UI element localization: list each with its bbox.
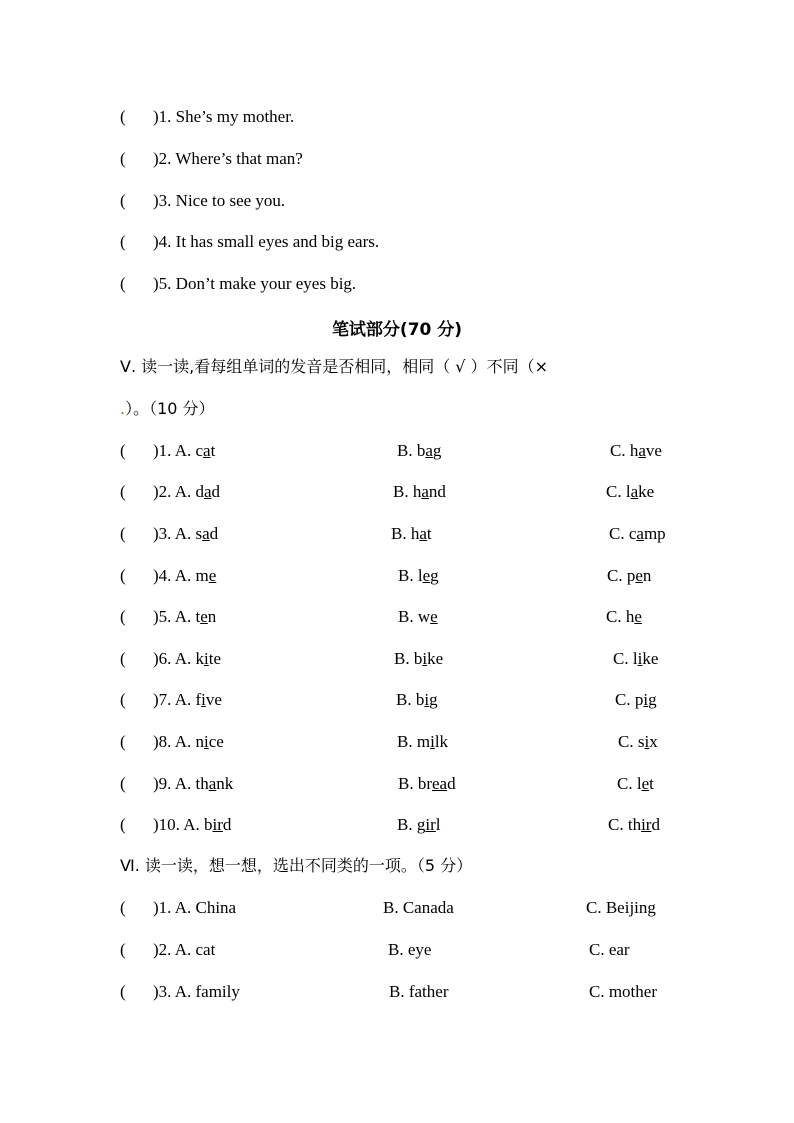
- word: let: [636, 774, 654, 793]
- option-c: C. third: [608, 815, 660, 834]
- option-b: B. girl: [397, 815, 441, 834]
- word: pig: [634, 690, 657, 709]
- option-b: B. milk: [397, 732, 449, 751]
- word: five: [195, 690, 222, 709]
- option-b: B. leg: [398, 566, 439, 585]
- written-section-title: 笔试部分(70 分): [331, 320, 463, 340]
- option-c: C. camp: [609, 524, 666, 543]
- option-c: C. six: [618, 732, 658, 751]
- phonics-item: [120, 649, 221, 669]
- listening-item-4: [120, 232, 379, 252]
- answer-blank[interactable]: (: [120, 524, 126, 543]
- option-b: B. hand: [393, 482, 446, 501]
- phonics-item: [120, 815, 231, 835]
- item-number: )4. A.: [153, 566, 196, 585]
- word: pen: [626, 566, 652, 585]
- item-number: )6. A.: [153, 649, 196, 668]
- phonics-item: [120, 774, 233, 794]
- answer-blank[interactable]: (: [120, 232, 126, 251]
- odd-one-out-item: [120, 982, 240, 1002]
- item-text: )2. Where’s that man?: [153, 149, 303, 168]
- option-c: C. lake: [606, 482, 655, 501]
- option-a: )2. A. cat: [153, 940, 216, 959]
- listening-item-5: [120, 274, 356, 294]
- phonics-item: [120, 607, 216, 627]
- item-text: )5. Don’t make your eyes big.: [153, 274, 357, 293]
- option-c: C. have: [610, 441, 662, 460]
- option-b: B. bike: [394, 649, 444, 668]
- word: bike: [413, 649, 444, 668]
- phonics-item: [120, 524, 218, 544]
- word: six: [637, 732, 658, 751]
- answer-blank[interactable]: (: [120, 732, 126, 751]
- answer-blank[interactable]: (: [120, 149, 126, 168]
- heading-dot: .: [120, 399, 126, 418]
- phonics-item: [120, 690, 222, 710]
- option-a: )3. A. family: [153, 982, 240, 1001]
- option-c: C. pig: [615, 690, 657, 709]
- phonics-item: [120, 566, 216, 586]
- item-number: )8. A.: [153, 732, 196, 751]
- answer-blank[interactable]: (: [120, 107, 126, 126]
- answer-blank[interactable]: (: [120, 566, 126, 585]
- item-number: )7. A.: [153, 690, 196, 709]
- option-b: B. Canada: [383, 898, 454, 917]
- answer-blank[interactable]: (: [120, 690, 126, 709]
- word: dad: [195, 482, 221, 501]
- option-b: B. big: [396, 690, 438, 709]
- word: sad: [195, 524, 219, 543]
- word: thank: [195, 774, 234, 793]
- word: big: [415, 690, 438, 709]
- item-number: )9. A.: [153, 774, 196, 793]
- option-c: C. let: [617, 774, 654, 793]
- option-c: C. he: [606, 607, 642, 626]
- item-number: )3. A.: [153, 524, 196, 543]
- phonics-item: [120, 732, 224, 752]
- answer-blank[interactable]: (: [120, 274, 126, 293]
- word: bird: [204, 815, 232, 834]
- option-c: C. mother: [589, 982, 657, 1001]
- word: have: [629, 441, 662, 460]
- answer-blank[interactable]: (: [120, 607, 126, 626]
- word: me: [195, 566, 217, 585]
- item-number: )2. A.: [153, 482, 196, 501]
- word: ten: [195, 607, 217, 626]
- listening-item-3: [120, 191, 285, 211]
- option-b: B. hat: [391, 524, 432, 543]
- phonics-item: [120, 441, 215, 461]
- section5-heading: Ⅴ. 读一读,看每组单词的发音是否相同，相同（ √ ）不同（×: [120, 357, 548, 376]
- option-b: B. father: [389, 982, 449, 1001]
- heading-text: ）。（10 分）: [125, 399, 215, 418]
- item-text: )3. Nice to see you.: [153, 191, 286, 210]
- item-number: )5. A.: [153, 607, 196, 626]
- word: third: [627, 815, 660, 834]
- item-text: )1. She’s my mother.: [153, 107, 295, 126]
- word: nice: [195, 732, 224, 751]
- section6-heading: Ⅵ. 读一读，想一想，选出不同类的一项。（5 分）: [120, 856, 473, 875]
- item-number: )1. A.: [153, 441, 196, 460]
- option-c: C. like: [613, 649, 659, 668]
- word: like: [632, 649, 659, 668]
- word: lake: [625, 482, 655, 501]
- word: bread: [417, 774, 456, 793]
- word: hand: [412, 482, 446, 501]
- answer-blank[interactable]: (: [120, 191, 126, 210]
- option-c: C. ear: [589, 940, 630, 959]
- answer-blank[interactable]: (: [120, 815, 126, 834]
- answer-blank[interactable]: (: [120, 482, 126, 501]
- listening-item-2: [120, 149, 303, 169]
- answer-blank[interactable]: (: [120, 649, 126, 668]
- option-a: )1. A. China: [153, 898, 237, 917]
- section5-heading-cont: [120, 399, 215, 419]
- odd-one-out-item: [120, 940, 215, 960]
- answer-blank[interactable]: (: [120, 898, 126, 917]
- answer-blank[interactable]: (: [120, 982, 126, 1001]
- option-c: C. pen: [607, 566, 652, 585]
- odd-one-out-item: [120, 898, 236, 918]
- word: camp: [628, 524, 666, 543]
- word: he: [625, 607, 642, 626]
- word: we: [417, 607, 438, 626]
- option-c: C. Beijing: [586, 898, 656, 917]
- answer-blank[interactable]: (: [120, 940, 126, 959]
- item-number: )10. A.: [153, 815, 204, 834]
- option-b: B. bag: [397, 441, 442, 460]
- word: leg: [417, 566, 439, 585]
- option-b: B. we: [398, 607, 438, 626]
- answer-blank[interactable]: (: [120, 774, 126, 793]
- word: cat: [195, 441, 216, 460]
- word: girl: [416, 815, 441, 834]
- word: hat: [410, 524, 432, 543]
- phonics-item: [120, 482, 220, 502]
- option-b: B. bread: [398, 774, 456, 793]
- listening-item-1: [120, 107, 294, 127]
- word: milk: [416, 732, 449, 751]
- option-b: B. eye: [388, 940, 432, 959]
- word: kite: [195, 649, 222, 668]
- answer-blank[interactable]: (: [120, 441, 126, 460]
- word: bag: [416, 441, 442, 460]
- item-text: )4. It has small eyes and big ears.: [153, 232, 380, 251]
